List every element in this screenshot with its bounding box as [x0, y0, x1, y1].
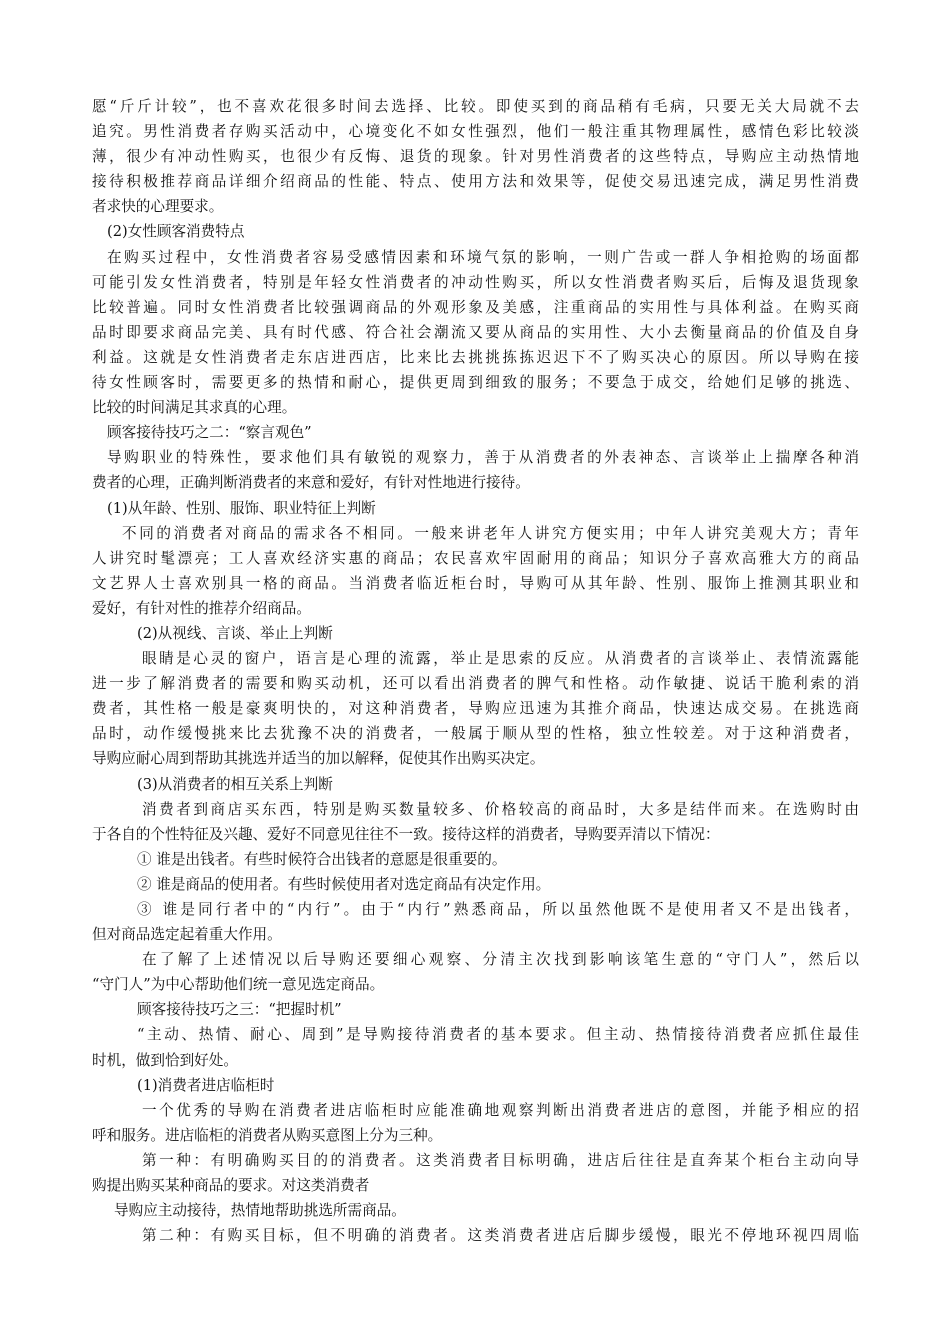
text-line: 品时，动作缓慢挑来比去犹豫不决的消费者，一般属于顺从型的性格，独立性较差。对于这种消费者， — [92, 725, 859, 743]
text-line: 费者的心理，正确判断消费者的来意和爱好，有针对性地进行接待。 — [92, 474, 530, 492]
text-line: “主动、热情、耐心、周到”是导购接待消费者的基本要求。但主动、热情接待消费者应抓住最佳 — [137, 1026, 859, 1044]
text-line: 第一种：有明确购买目的的消费者。这类消费者目标明确，进店后往往是直奔某个柜台主动向导 — [142, 1151, 859, 1169]
text-line: 购提出购买某种商品的要求。对这类消费者 — [92, 1177, 370, 1195]
text-line: (3)从消费者的相互关系上判断 — [137, 775, 333, 793]
text-line: 比较普遍。同时女性消费者比较强调商品的外观形象及美感，注重商品的实用性与具体利益。在购买商 — [92, 298, 859, 316]
text-line: ② 谁是商品的使用者。有些时候使用者对选定商品有决定作用。 — [137, 875, 551, 893]
text-line: ③ 谁是同行者中的“内行”。由于“内行”熟悉商品，所以虽然他既不是使用者又不是出钱者， — [137, 901, 859, 918]
text-line: 文艺界人士喜欢别具一格的商品。当消费者临近柜台时，导购可从其年龄、性别、服饰上推测其职业和 — [92, 574, 859, 592]
text-line: 时机，做到恰到好处。 — [92, 1051, 238, 1069]
text-line: 愿“斤斤计较”，也不喜欢花很多时间去选择、比较。即使买到的商品稍有毛病，只要无关大局就不去 — [92, 98, 859, 115]
text-line: 一个优秀的导购在消费者进店临柜时应能准确地观察判断出消费者进店的意图，并能予相应的招 — [142, 1101, 859, 1119]
text-line: 爱好，有针对性的推荐介绍商品。 — [92, 599, 311, 617]
text-line: (2)女性顾客消费特点 — [107, 223, 245, 241]
text-line: (1)消费者进店临柜时 — [137, 1076, 275, 1094]
text-line: 待女性顾客时，需要更多的热情和耐心，提供更周到细致的服务；不要急于成交，给她们足够的挑选、 — [92, 374, 859, 392]
text-line: 顾客接待技巧之三：“把握时机” — [137, 1001, 342, 1019]
text-line: 比较的时间满足其求真的心理。 — [92, 399, 297, 417]
text-line: 导购应主动接待，热情地帮助挑选所需商品。 — [114, 1202, 406, 1220]
text-line: (1)从年龄、性别、服饰、职业特征上判断 — [107, 499, 376, 517]
text-line: 但对商品选定起着重大作用。 — [92, 926, 282, 944]
text-line: 在了解了上述情况以后导购还要细心观察、分清主次找到影响该笔生意的“守门人”，然后以 — [142, 951, 859, 969]
text-line: 追究。男性消费者存购买活动中，心境变化不如女性强烈，他们一般注重其物理属性，感情色彩比较淡 — [92, 123, 859, 141]
text-line: 可能引发女性消费者，特别是年轻女性消费者的冲动性购买，所以女性消费者购买后，后悔及退货现象 — [92, 273, 859, 291]
text-line: 在购买过程中，女性消费者容易受感情因素和环境气氛的影响，一则广告或一群人争相抢购的场面都 — [107, 248, 859, 266]
text-line: 不同的消费者对商品的需求各不相同。一般来讲老年人讲究方便实用；中年人讲究美观大方；青年 — [122, 524, 859, 542]
text-line: 第二种：有购买目标，但不明确的消费者。这类消费者进店后脚步缓慢，眼光不停地环视四周临 — [142, 1227, 859, 1245]
text-line: 费者，其性格一般是豪爽明快的，对这种消费者，导购应迅速为其推介商品，快速达成交易。在挑选商 — [92, 700, 859, 718]
text-line: 于各自的个性特征及兴趣、爱好不同意见往往不一致。接待这样的消费者，导购要弄清以下情况： — [92, 825, 720, 843]
text-line: ① 谁是出钱者。有些时候符合出钱者的意愿是很重要的。 — [137, 850, 507, 868]
text-line: 薄，很少有冲动性购买，也很少有反悔、退货的现象。针对男性消费者的这些特点，导购应主动热情地 — [92, 148, 859, 166]
text-line: 人讲究时髦漂亮；工人喜欢经济实惠的商品；农民喜欢牢固耐用的商品；知识分子喜欢高雅大方的商品 — [92, 549, 859, 567]
text-line: 导购应耐心周到帮助其挑选并适当的加以解释，促使其作出购买决定。 — [92, 750, 545, 768]
text-line: “守门人”为中心帮助他们统一意见选定商品。 — [92, 976, 385, 994]
text-line: 品时即要求商品完美、具有时代感、符合社会潮流又要从商品的实用性、大小去衡量商品的价值及自身 — [92, 323, 859, 341]
text-line: (2)从视线、言谈、举止上判断 — [137, 624, 333, 642]
text-line: 导购职业的特殊性，要求他们具有敏锐的观察力，善于从消费者的外表神态、言谈举止上揣摩各种消 — [107, 449, 859, 467]
text-line: 进一步了解消费者的需要和购买动机，还可以看出消费者的脾气和性格。动作敏捷、说话干脆利索的消 — [92, 675, 859, 693]
text-line: 者求快的心理要求。 — [92, 198, 224, 216]
text-line: 顾客接待技巧之二：“察言观色” — [107, 424, 312, 442]
text-line: 利益。这就是女性消费者走东店进西店，比来比去挑挑拣拣迟迟下不了购买决心的原因。所以导购在接 — [92, 348, 859, 366]
text-line: 呼和服务。进店临柜的消费者从购买意图上分为三种。 — [92, 1126, 443, 1144]
document-page — [92, 94, 859, 1248]
text-line: 接待积极推荐商品详细介绍商品的性能、特点、使用方法和效果等，促使交易迅速完成，满足男性消费 — [92, 173, 859, 191]
text-line: 消费者到商店买东西，特别是购买数量较多、价格较高的商品时，大多是结伴而来。在选购时由 — [142, 800, 859, 818]
text-line: 眼睛是心灵的窗户，语言是心理的流露，举止是思索的反应。从消费者的言谈举止、表情流露能 — [142, 650, 859, 668]
